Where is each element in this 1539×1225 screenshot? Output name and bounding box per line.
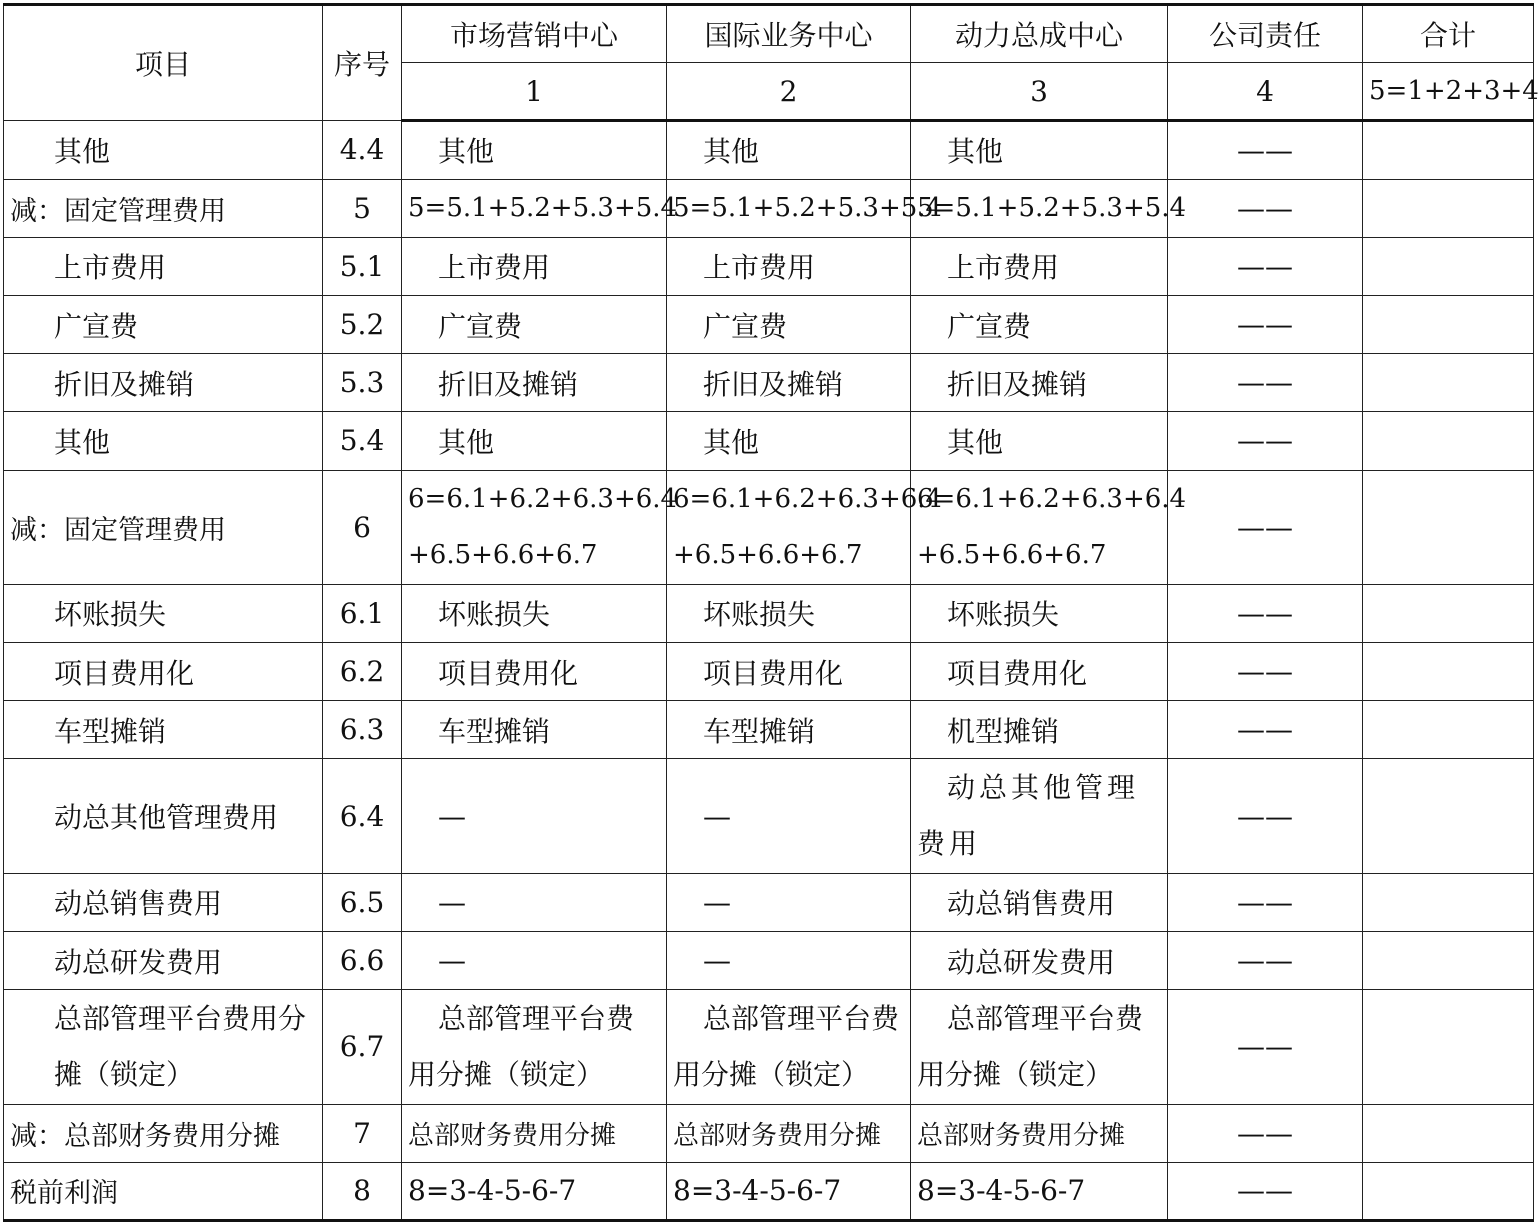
row-international: 5=5.1+5.2+5.3+5.4 — [667, 179, 911, 237]
table-row — [4, 759, 1534, 873]
row-international: 车型摊销 — [667, 701, 911, 759]
row-seq: 6.7 — [323, 990, 402, 1104]
row-international: 6=6.1+6.2+6.3+6.4 +6.5+6.6+6.7 — [667, 470, 911, 584]
row-marketing: 折旧及摊销 — [402, 354, 667, 412]
row-company: —— — [1168, 990, 1363, 1104]
row-item: 其他 — [4, 412, 323, 470]
row-marketing: 6=6.1+6.2+6.3+6.4 +6.5+6.6+6.7 — [402, 470, 667, 584]
row-company: —— — [1168, 584, 1363, 642]
row-total — [1363, 584, 1534, 642]
row-item: 折旧及摊销 — [4, 354, 323, 412]
header-item: 项目 — [4, 5, 323, 121]
row-seq: 5.1 — [323, 237, 402, 295]
row-marketing: 其他 — [402, 121, 667, 179]
row-company: —— — [1168, 412, 1363, 470]
header-total: 合计 — [1363, 5, 1534, 63]
table-row — [4, 179, 1534, 237]
row-item: 减：总部财务费用分摊 — [4, 1104, 323, 1162]
row-company: —— — [1168, 1162, 1363, 1220]
row-company: —— — [1168, 295, 1363, 353]
row-seq: 6.2 — [323, 643, 402, 701]
row-company: —— — [1168, 354, 1363, 412]
row-powertrain: 8=3-4-5-6-7 — [911, 1162, 1168, 1220]
row-item: 动总销售费用 — [4, 873, 323, 931]
row-international: — — [667, 759, 911, 873]
row-international: 其他 — [667, 121, 911, 179]
cost-allocation-table — [3, 3, 1539, 1222]
row-seq: 5.4 — [323, 412, 402, 470]
header-num-3: 3 — [911, 63, 1168, 121]
row-international: 总部管理平台费用分摊（锁定） — [667, 990, 911, 1104]
row-marketing: 其他 — [402, 412, 667, 470]
row-item: 动总其他管理费用 — [4, 759, 323, 873]
row-company: —— — [1168, 1104, 1363, 1162]
table-row — [4, 873, 1534, 931]
row-marketing: — — [402, 873, 667, 931]
row-seq: 6.6 — [323, 932, 402, 990]
row-powertrain: 坏账损失 — [911, 584, 1168, 642]
table-row — [4, 701, 1534, 759]
table-row — [4, 990, 1534, 1104]
row-total — [1363, 237, 1534, 295]
row-company: —— — [1168, 643, 1363, 701]
row-seq: 6 — [323, 470, 402, 584]
row-international: 坏账损失 — [667, 584, 911, 642]
row-company: —— — [1168, 759, 1363, 873]
row-international: 项目费用化 — [667, 643, 911, 701]
row-total — [1363, 701, 1534, 759]
row-company: —— — [1168, 932, 1363, 990]
row-seq: 5 — [323, 179, 402, 237]
row-powertrain: 项目费用化 — [911, 643, 1168, 701]
row-total — [1363, 759, 1534, 873]
row-total — [1363, 990, 1534, 1104]
row-powertrain: 广宣费 — [911, 295, 1168, 353]
header-num-5: 5=1+2+3+4 — [1363, 63, 1534, 121]
row-international: 其他 — [667, 412, 911, 470]
row-item: 车型摊销 — [4, 701, 323, 759]
row-item: 上市费用 — [4, 237, 323, 295]
row-seq: 6.3 — [323, 701, 402, 759]
row-company: —— — [1168, 873, 1363, 931]
table-row — [4, 354, 1534, 412]
row-marketing: 项目费用化 — [402, 643, 667, 701]
row-item: 项目费用化 — [4, 643, 323, 701]
row-powertrain: 折旧及摊销 — [911, 354, 1168, 412]
row-seq: 5.3 — [323, 354, 402, 412]
header-international-center: 国际业务中心 — [667, 5, 911, 63]
row-marketing: 坏账损失 — [402, 584, 667, 642]
header-seq: 序号 — [323, 5, 402, 121]
row-total — [1363, 1104, 1534, 1162]
header-company-responsibility: 公司责任 — [1168, 5, 1363, 63]
row-company: —— — [1168, 470, 1363, 584]
row-powertrain: 动总研发费用 — [911, 932, 1168, 990]
table-row — [4, 470, 1534, 584]
row-total — [1363, 295, 1534, 353]
row-powertrain: 机型摊销 — [911, 701, 1168, 759]
row-marketing: — — [402, 759, 667, 873]
row-international: 上市费用 — [667, 237, 911, 295]
row-item: 广宣费 — [4, 295, 323, 353]
table-row — [4, 932, 1534, 990]
header-num-4: 4 — [1168, 63, 1363, 121]
row-powertrain: 总部财务费用分摊 — [911, 1104, 1168, 1162]
table-row — [4, 1162, 1534, 1220]
row-marketing: 总部财务费用分摊 — [402, 1104, 667, 1162]
header-powertrain-center: 动力总成中心 — [911, 5, 1168, 63]
row-total — [1363, 121, 1534, 179]
row-international: 8=3-4-5-6-7 — [667, 1162, 911, 1220]
row-powertrain: 动总销售费用 — [911, 873, 1168, 931]
table-row — [4, 295, 1534, 353]
row-item: 税前利润 — [4, 1162, 323, 1220]
row-seq: 6.5 — [323, 873, 402, 931]
row-item: 坏账损失 — [4, 584, 323, 642]
header-row-1 — [4, 5, 1534, 63]
row-seq: 6.4 — [323, 759, 402, 873]
row-total — [1363, 354, 1534, 412]
row-marketing: 5=5.1+5.2+5.3+5.4 — [402, 179, 667, 237]
row-marketing: — — [402, 932, 667, 990]
row-international: 折旧及摊销 — [667, 354, 911, 412]
row-marketing: 总部管理平台费用分摊（锁定） — [402, 990, 667, 1104]
table-row — [4, 643, 1534, 701]
table-row — [4, 237, 1534, 295]
row-international: — — [667, 932, 911, 990]
table-row — [4, 584, 1534, 642]
row-international: 总部财务费用分摊 — [667, 1104, 911, 1162]
row-item: 减：固定管理费用 — [4, 179, 323, 237]
row-marketing: 8=3-4-5-6-7 — [402, 1162, 667, 1220]
row-company: —— — [1168, 121, 1363, 179]
row-seq: 4.4 — [323, 121, 402, 179]
row-powertrain: 动总其他管理费用 — [911, 759, 1168, 873]
row-company: —— — [1168, 179, 1363, 237]
row-international: 广宣费 — [667, 295, 911, 353]
row-marketing: 车型摊销 — [402, 701, 667, 759]
row-total — [1363, 873, 1534, 931]
row-powertrain: 6=6.1+6.2+6.3+6.4 +6.5+6.6+6.7 — [911, 470, 1168, 584]
row-total — [1363, 412, 1534, 470]
row-seq: 7 — [323, 1104, 402, 1162]
row-total — [1363, 1162, 1534, 1220]
row-item: 其他 — [4, 121, 323, 179]
row-seq: 5.2 — [323, 295, 402, 353]
row-total — [1363, 643, 1534, 701]
table-row — [4, 121, 1534, 179]
row-international: — — [667, 873, 911, 931]
row-total — [1363, 932, 1534, 990]
row-powertrain: 5=5.1+5.2+5.3+5.4 — [911, 179, 1168, 237]
row-item: 总部管理平台费用分摊（锁定） — [4, 990, 323, 1104]
row-marketing: 广宣费 — [402, 295, 667, 353]
row-company: —— — [1168, 237, 1363, 295]
header-num-2: 2 — [667, 63, 911, 121]
header-num-1: 1 — [402, 63, 667, 121]
row-powertrain: 上市费用 — [911, 237, 1168, 295]
row-powertrain: 其他 — [911, 121, 1168, 179]
row-marketing: 上市费用 — [402, 237, 667, 295]
row-total — [1363, 179, 1534, 237]
table-row — [4, 412, 1534, 470]
row-seq: 8 — [323, 1162, 402, 1220]
row-total — [1363, 470, 1534, 584]
header-marketing-center: 市场营销中心 — [402, 5, 667, 63]
row-powertrain: 其他 — [911, 412, 1168, 470]
row-company: —— — [1168, 701, 1363, 759]
row-powertrain: 总部管理平台费用分摊（锁定） — [911, 990, 1168, 1104]
row-seq: 6.1 — [323, 584, 402, 642]
table-row — [4, 1104, 1534, 1162]
row-item: 动总研发费用 — [4, 932, 323, 990]
row-item: 减：固定管理费用 — [4, 470, 323, 584]
